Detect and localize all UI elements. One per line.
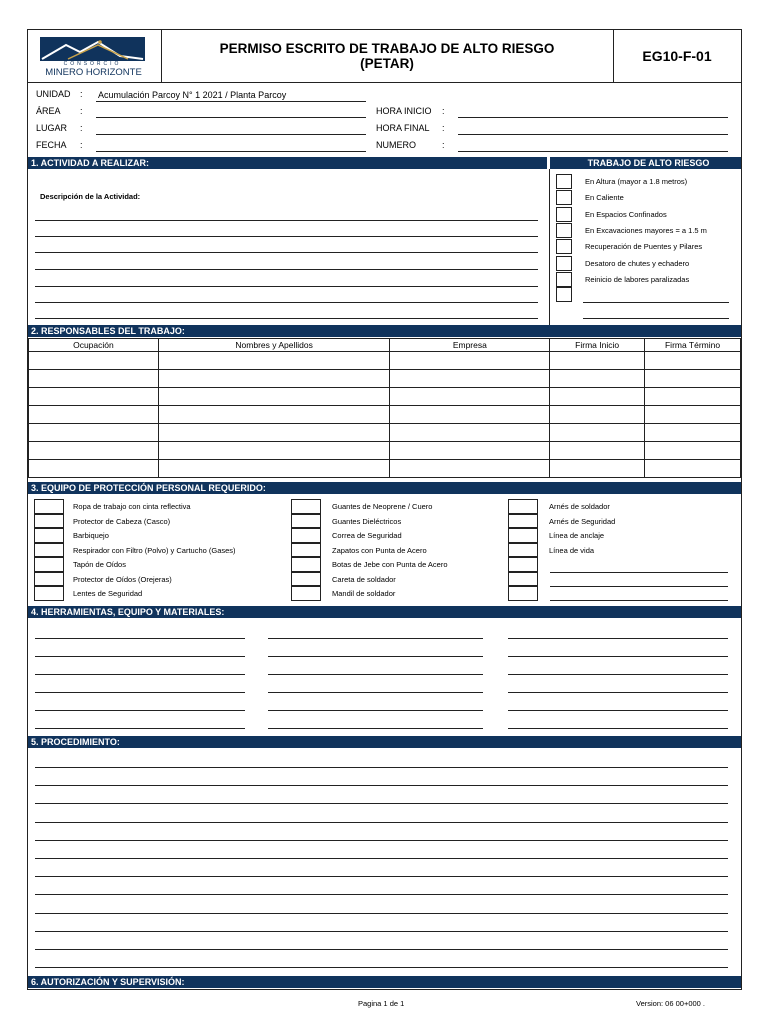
- epp-item-label: Guantes de Neoprene / Cuero: [332, 502, 433, 511]
- epp-item-label: Arnés de soldador: [549, 502, 610, 511]
- procedure-line[interactable]: [35, 858, 728, 859]
- fecha-label: FECHA: [36, 140, 67, 150]
- risk-item-label: En Altura (mayor a 1.8 metros): [585, 177, 688, 186]
- logo-bottom-text: MINERO HORIZONTE: [45, 67, 142, 78]
- unidad-line: [96, 101, 366, 102]
- responsables-rows: [29, 352, 741, 478]
- description-line[interactable]: [35, 236, 538, 237]
- form-title-line2: (PETAR): [360, 56, 414, 71]
- table-cell[interactable]: [645, 442, 741, 460]
- tools-line[interactable]: [35, 674, 245, 675]
- procedure-line[interactable]: [35, 840, 728, 841]
- procedure-line[interactable]: [35, 803, 728, 804]
- epp-checkbox[interactable]: [34, 572, 64, 587]
- epp-checkbox[interactable]: [291, 499, 321, 514]
- column-header: Nombres y Apellidos: [158, 339, 390, 352]
- risk-other-line[interactable]: [583, 302, 729, 303]
- header-divider: [28, 82, 741, 83]
- table-cell[interactable]: [29, 370, 159, 388]
- description-line[interactable]: [35, 318, 538, 319]
- colon: :: [442, 140, 445, 150]
- epp-checkbox[interactable]: [508, 514, 538, 529]
- table-cell[interactable]: [158, 424, 390, 442]
- epp-item-label: Mandil de soldador: [332, 589, 396, 598]
- procedure-line[interactable]: [35, 822, 728, 823]
- procedure-line[interactable]: [35, 931, 728, 932]
- epp-item-label: Línea de vida: [549, 545, 595, 555]
- epp-checkbox[interactable]: [508, 586, 538, 601]
- risk-title: TRABAJO DE ALTO RIESGO: [587, 158, 710, 168]
- section6-title: 6. AUTORIZACIÓN Y SUPERVISIÓN:: [31, 977, 185, 987]
- table-row: [29, 388, 741, 406]
- area-field[interactable]: [96, 117, 366, 118]
- section1-divider: [549, 169, 550, 325]
- table-cell[interactable]: [29, 388, 159, 406]
- table-cell[interactable]: [645, 370, 741, 388]
- table-cell[interactable]: [390, 406, 550, 424]
- form-code: EG10-F-01: [642, 48, 712, 64]
- fecha-field[interactable]: [96, 151, 366, 152]
- risk-checkbox[interactable]: [556, 256, 572, 271]
- numero-field[interactable]: [458, 151, 728, 152]
- section6-header: [28, 976, 741, 988]
- table-cell[interactable]: [390, 388, 550, 406]
- epp-other-line[interactable]: [550, 586, 728, 587]
- petar-form: [27, 29, 742, 990]
- table-cell[interactable]: [645, 460, 741, 478]
- procedure-line[interactable]: [35, 949, 728, 950]
- epp-item-label: Protector de Cabeza (Casco): [73, 516, 171, 526]
- epp-item-label: Protector de Oídos (Orejeras): [73, 574, 172, 584]
- section4-header: [28, 606, 741, 618]
- table-cell[interactable]: [550, 388, 645, 406]
- table-cell[interactable]: [645, 388, 741, 406]
- epp-checkbox[interactable]: [291, 572, 321, 587]
- tools-line[interactable]: [268, 710, 483, 711]
- epp-item-label: Arnés de Seguridad: [549, 516, 616, 526]
- table-row: [29, 424, 741, 442]
- section1-title: 1. ACTIVIDAD A REALIZAR:: [31, 158, 149, 168]
- table-cell[interactable]: [158, 352, 390, 370]
- table-cell[interactable]: [158, 406, 390, 424]
- tools-line[interactable]: [508, 656, 728, 657]
- unidad-label: UNIDAD: [36, 89, 71, 99]
- section4-title: 4. HERRAMIENTAS, EQUIPO Y MATERIALES:: [31, 607, 225, 617]
- table-cell[interactable]: [550, 370, 645, 388]
- description-line[interactable]: [35, 220, 538, 221]
- epp-checkbox[interactable]: [508, 572, 538, 587]
- colon: :: [442, 123, 445, 133]
- table-header-row: [29, 339, 741, 352]
- procedure-line[interactable]: [35, 967, 728, 968]
- table-cell[interactable]: [550, 352, 645, 370]
- section3-header: [28, 482, 741, 494]
- risk-item-label: Recuperación de Puentes y Pilares: [585, 242, 703, 252]
- tools-line[interactable]: [508, 692, 728, 693]
- epp-other-line[interactable]: [550, 600, 728, 601]
- epp-checkbox[interactable]: [34, 499, 64, 514]
- column-header: Empresa: [390, 339, 550, 352]
- table-cell[interactable]: [158, 460, 390, 478]
- tools-line[interactable]: [508, 638, 728, 639]
- risk-item-label: En Caliente: [585, 193, 624, 203]
- lugar-field[interactable]: [96, 134, 366, 135]
- epp-item-label: Lentes de Seguridad: [73, 589, 143, 598]
- unidad-value[interactable]: Acumulación Parcoy N° 1 2021 / Planta Parcoy: [98, 90, 287, 100]
- epp-checkbox[interactable]: [34, 557, 64, 572]
- procedure-line[interactable]: [35, 876, 728, 877]
- table-cell[interactable]: [550, 460, 645, 478]
- section1-header: [28, 157, 741, 169]
- table-cell[interactable]: [29, 424, 159, 442]
- bar-gap: [547, 157, 550, 169]
- description-line[interactable]: [35, 302, 538, 303]
- table-cell[interactable]: [29, 406, 159, 424]
- tools-line[interactable]: [508, 674, 728, 675]
- section3-title: 3. EQUIPO DE PROTECCIÓN PERSONAL REQUERIDO:: [31, 483, 266, 493]
- table-cell[interactable]: [390, 442, 550, 460]
- epp-checkbox[interactable]: [291, 514, 321, 529]
- epp-item-label: Careta de soldador: [332, 574, 396, 584]
- epp-checkbox[interactable]: [34, 586, 64, 601]
- procedure-line[interactable]: [35, 913, 728, 914]
- description-line[interactable]: [35, 269, 538, 270]
- version-text: Version: 06 00+000 .: [636, 999, 706, 1008]
- table-row: [29, 352, 741, 370]
- table-row: [29, 460, 741, 478]
- tools-line[interactable]: [35, 638, 245, 639]
- numero-label: NUMERO: [376, 140, 416, 150]
- procedure-line[interactable]: [35, 894, 728, 895]
- tools-line[interactable]: [268, 656, 483, 657]
- form-title: [161, 30, 614, 82]
- epp-checkbox[interactable]: [291, 557, 321, 572]
- tools-line[interactable]: [35, 692, 245, 693]
- lugar-label: LUGAR: [36, 123, 68, 133]
- area-label: ÁREA: [36, 106, 61, 116]
- section2-title: 2. RESPONSABLES DEL TRABAJO:: [31, 326, 185, 336]
- risk-checkbox[interactable]: [556, 223, 572, 238]
- tools-line[interactable]: [35, 710, 245, 711]
- colon: :: [80, 106, 83, 116]
- hora-final-field[interactable]: [458, 134, 728, 135]
- table-cell[interactable]: [390, 460, 550, 478]
- epp-checkbox[interactable]: [508, 499, 538, 514]
- risk-item-label: Reinicio de labores paralizadas: [585, 274, 690, 284]
- procedure-line[interactable]: [35, 785, 728, 786]
- tools-line[interactable]: [268, 728, 483, 729]
- table-cell[interactable]: [645, 352, 741, 370]
- tools-line[interactable]: [508, 710, 728, 711]
- epp-item-label: Botas de Jebe con Punta de Acero: [332, 560, 448, 569]
- desc-label: Descripción de la Actividad:: [40, 192, 141, 201]
- colon: :: [80, 89, 83, 99]
- column-header: Firma Inicio: [550, 339, 645, 352]
- tools-line[interactable]: [268, 692, 483, 693]
- table-cell[interactable]: [158, 370, 390, 388]
- column-header: Firma Término: [645, 339, 741, 352]
- epp-other-line[interactable]: [550, 572, 728, 573]
- table-cell[interactable]: [550, 424, 645, 442]
- risk-checkbox[interactable]: [556, 207, 572, 222]
- risk-item-label: En Espacios Confinados: [585, 209, 667, 219]
- risk-checkbox[interactable]: [556, 190, 572, 205]
- logo-top-text: CONSORCIO: [63, 61, 122, 67]
- tools-line[interactable]: [35, 656, 245, 657]
- table-cell[interactable]: [158, 388, 390, 406]
- table-row: [29, 406, 741, 424]
- table-cell[interactable]: [29, 442, 159, 460]
- epp-item-label: Guantes Dieléctricos: [332, 516, 402, 526]
- epp-checkbox[interactable]: [291, 543, 321, 558]
- epp-checkbox[interactable]: [34, 514, 64, 529]
- epp-item-label: Respirador con Filtro (Polvo) y Cartucho (Gases): [73, 545, 236, 555]
- section2-header: [28, 325, 741, 337]
- epp-checkbox[interactable]: [508, 557, 538, 572]
- colon: :: [80, 123, 83, 133]
- table-cell[interactable]: [158, 442, 390, 460]
- epp-checkbox[interactable]: [34, 528, 64, 543]
- epp-item-label: Línea de anclaje: [549, 531, 605, 540]
- table-cell[interactable]: [390, 370, 550, 388]
- section5-title: 5. PROCEDIMIENTO:: [31, 737, 120, 747]
- epp-item-label: Ropa de trabajo con cinta reflectiva: [73, 502, 191, 511]
- epp-checkbox[interactable]: [291, 528, 321, 543]
- responsables-table: [28, 338, 741, 478]
- epp-checkbox[interactable]: [34, 543, 64, 558]
- table-row: [29, 442, 741, 460]
- table-row: [29, 370, 741, 388]
- table-cell[interactable]: [645, 424, 741, 442]
- risk-other-line[interactable]: [583, 318, 729, 319]
- colon: :: [442, 106, 445, 116]
- tools-line[interactable]: [268, 638, 483, 639]
- risk-item-label: Desatoro de chutes y echadero: [585, 258, 690, 268]
- epp-item-label: Correa de Seguridad: [332, 531, 402, 540]
- hora-inicio-field[interactable]: [458, 117, 728, 118]
- form-title-line1: PERMISO ESCRITO DE TRABAJO DE ALTO RIESGO: [219, 41, 555, 56]
- tools-line[interactable]: [35, 728, 245, 729]
- description-line[interactable]: [35, 252, 538, 253]
- hora-inicio-label: HORA INICIO: [376, 106, 432, 116]
- epp-checkbox[interactable]: [508, 528, 538, 543]
- risk-checkbox[interactable]: [556, 239, 572, 254]
- epp-item-label: Barbiquejo: [73, 531, 109, 540]
- table-cell[interactable]: [550, 442, 645, 460]
- logo: [28, 30, 162, 82]
- table-cell[interactable]: [29, 460, 159, 478]
- hora-final-label: HORA FINAL: [376, 123, 430, 133]
- column-header: Ocupación: [29, 339, 159, 352]
- risk-item-label: En Excavaciones mayores = a 1.5 m: [585, 225, 707, 235]
- colon: :: [80, 140, 83, 150]
- section5-header: [28, 736, 741, 748]
- procedure-line[interactable]: [35, 767, 728, 768]
- table-cell[interactable]: [645, 406, 741, 424]
- tools-line[interactable]: [268, 674, 483, 675]
- epp-checkbox[interactable]: [508, 543, 538, 558]
- table-cell[interactable]: [390, 424, 550, 442]
- risk-checkbox[interactable]: [556, 272, 572, 287]
- table-cell[interactable]: [550, 406, 645, 424]
- epp-checkbox[interactable]: [291, 586, 321, 601]
- risk-checkbox[interactable]: [556, 287, 572, 302]
- epp-item-label: Zapatos con Punta de Acero: [332, 545, 427, 555]
- page-number: Pagina 1 de 1: [358, 999, 405, 1008]
- description-line[interactable]: [35, 286, 538, 287]
- epp-item-label: Tapón de Oídos: [73, 560, 126, 569]
- tools-line[interactable]: [508, 728, 728, 729]
- table-cell[interactable]: [29, 352, 159, 370]
- risk-checkbox[interactable]: [556, 174, 572, 189]
- table-cell[interactable]: [390, 352, 550, 370]
